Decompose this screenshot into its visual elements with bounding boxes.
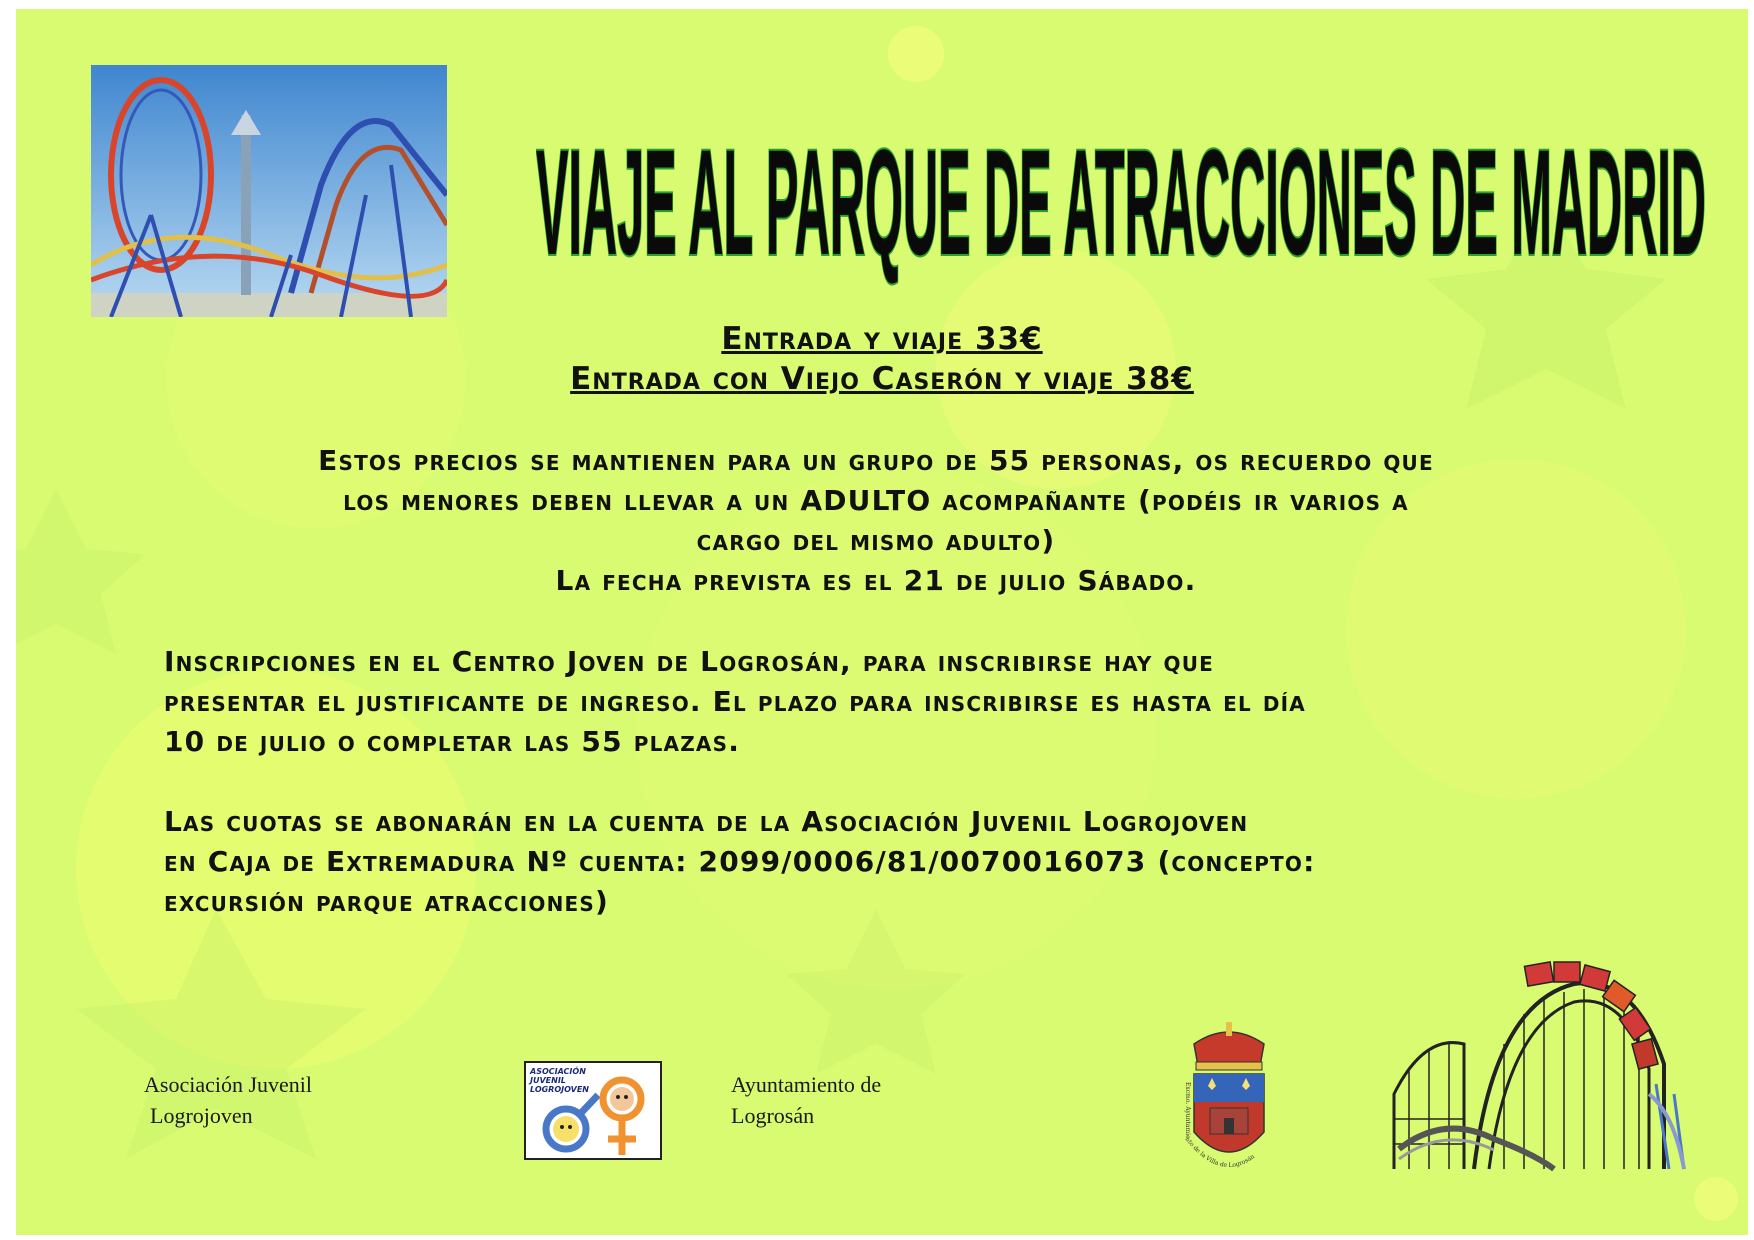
logo-text-line: JUVENIL [530, 1076, 566, 1085]
price-line-1: Entrada y viaje 33€ [721, 321, 1043, 357]
paragraph-line: excursión parque atracciones) [164, 885, 610, 918]
association-name [144, 1069, 312, 1131]
paragraph-line: los menores deben llevar a un ADULTO acompañante (podéis ir varios a [343, 484, 1409, 517]
logrojoven-logo [524, 1061, 662, 1160]
page-title-text: VIAJE AL PARQUE DE ATRACCIONES DE MADRID [536, 118, 1706, 286]
paragraph-payment [164, 802, 1724, 922]
paragraph-registration [164, 642, 1724, 762]
town-hall-name-line: Ayuntamiento de [731, 1072, 882, 1097]
logo-text-line: ASOCIACIÓN [530, 1067, 586, 1076]
paragraph-line: Inscripciones en el Centro Joven de Logrosán, para inscribirse hay que [164, 645, 1215, 678]
paragraph-line: en Caja de Extremadura Nº cuenta: 2099/0006/81/0070016073 (concepto: [164, 845, 1316, 878]
paragraph-line: cargo del mismo adulto) [696, 524, 1056, 557]
paragraph-conditions [166, 441, 1586, 601]
crest-ring-text: Excmo. Ayuntamiento de la Villa de Logrosán [1183, 1082, 1256, 1170]
paragraph-line: Estos precios se mantienen para un grupo de 55 personas, os recuerdo que [318, 444, 1434, 477]
roller-coaster-drawing [1384, 944, 1704, 1174]
association-name-line: Asociación Juvenil [144, 1072, 313, 1097]
roller-coaster-photo [91, 65, 447, 317]
logo-text-line: LOGROJOVEN [530, 1085, 589, 1094]
paragraph-line: presentar el justificante de ingreso. El plazo para inscribirse es hasta el día [164, 685, 1306, 718]
paragraph-line: Las cuotas se abonarán en la cuenta de la Asociación Juvenil Logrojoven [164, 805, 1249, 838]
page-title [536, 104, 1716, 304]
town-hall-name-line: Logrosán [731, 1103, 815, 1128]
poster [16, 9, 1748, 1235]
paragraph-line: 10 de julio o completar las 55 plazas. [164, 725, 741, 758]
town-hall-name [731, 1069, 881, 1131]
paragraph-line: La fecha prevista es el 21 de julio Sábado. [555, 564, 1197, 597]
price-line-2: Entrada con Viejo Caserón y viaje 38€ [570, 361, 1194, 397]
association-name-line: Logrojoven [150, 1103, 253, 1128]
coat-of-arms-icon [1174, 1022, 1284, 1182]
